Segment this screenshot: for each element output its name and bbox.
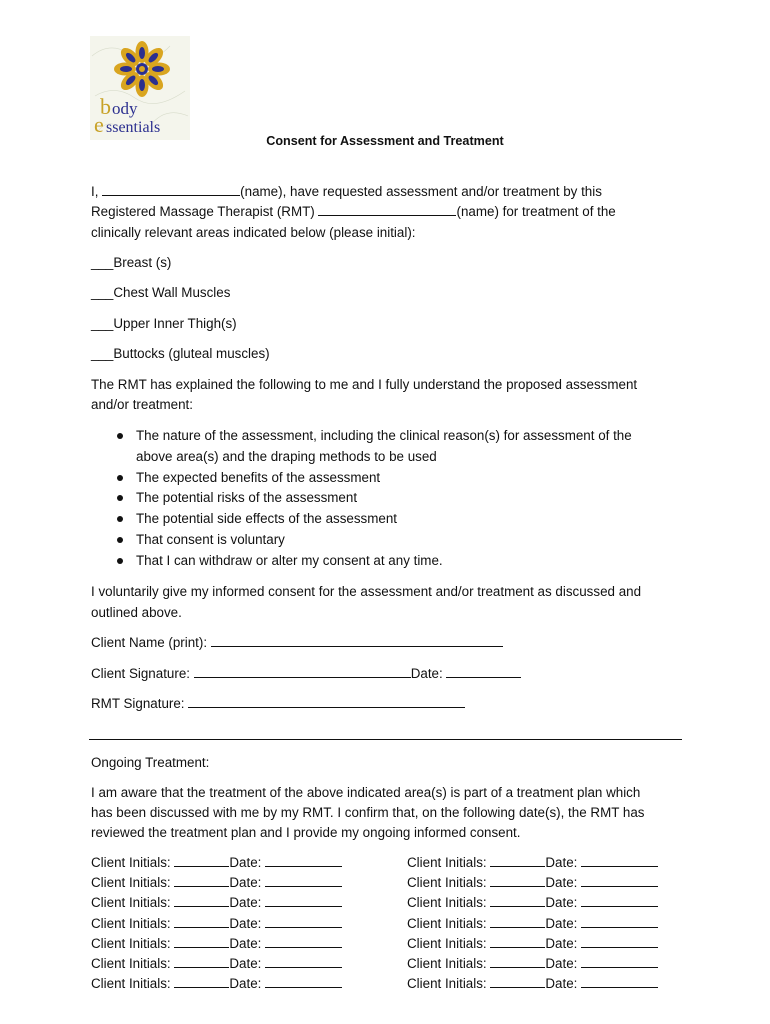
bullet-risks: The potential risks of the assessment xyxy=(117,488,632,509)
consent-line-1: I voluntarily give my informed consent for the assessment and/or treatment as discussed and xyxy=(91,584,642,599)
initials-row xyxy=(91,914,342,934)
client-name-label: Client Name (print): xyxy=(91,635,211,650)
initials-date-line[interactable] xyxy=(265,954,342,968)
initials-date-label: Date: xyxy=(545,875,582,891)
initials-label: Client Initials: xyxy=(91,955,175,971)
intro-line-2 xyxy=(91,202,616,223)
bullet-voluntary: That consent is voluntary xyxy=(117,530,632,551)
initials-date-label: Date: xyxy=(545,895,582,911)
initials-date-line[interactable] xyxy=(265,873,342,887)
initials-label: Client Initials: xyxy=(407,976,491,992)
initials-label: Client Initials: xyxy=(407,915,491,931)
ongoing-heading: Ongoing Treatment: xyxy=(91,755,210,770)
initials-date-line[interactable] xyxy=(265,853,342,867)
area-item-breast[interactable]: ___Breast (s) xyxy=(91,255,172,270)
bullet-benefits: The expected benefits of the assessment xyxy=(117,468,632,489)
initials-row xyxy=(407,974,658,994)
initials-row xyxy=(407,954,658,974)
initials-line[interactable] xyxy=(490,914,545,928)
bullet-nature-continued: above area(s) and the draping methods to be used xyxy=(136,448,437,464)
initials-row xyxy=(407,934,658,954)
initials-row xyxy=(407,914,658,934)
initials-date-line[interactable] xyxy=(581,873,658,887)
initials-date-label: Date: xyxy=(545,855,582,870)
initials-row xyxy=(407,893,658,913)
initials-date-label: Date: xyxy=(229,895,266,911)
logo-essentials-text: ssentials xyxy=(106,119,161,136)
initials-date-label: Date: xyxy=(229,875,266,891)
client-name-field xyxy=(91,633,503,654)
initials-label: Client Initials: xyxy=(91,855,175,870)
initials-line[interactable] xyxy=(490,934,545,948)
initials-row xyxy=(407,853,658,873)
initials-date-line[interactable] xyxy=(265,914,342,928)
body-essentials-logo xyxy=(90,36,190,140)
initials-label: Client Initials: xyxy=(407,875,491,891)
logo-body-text: ody xyxy=(112,99,138,118)
initials-label: Client Initials: xyxy=(407,935,491,951)
date-label: Date: xyxy=(410,666,447,681)
section-divider xyxy=(89,739,682,740)
logo-e-initial: e xyxy=(94,112,104,137)
initials-label: Client Initials: xyxy=(91,895,175,911)
initials-date-label: Date: xyxy=(545,935,582,951)
initials-line[interactable] xyxy=(174,954,229,968)
ongoing-line-2: has been discussed with me by my RMT. I confirm that, on the following date(s), the RMT has xyxy=(91,805,645,820)
initials-row xyxy=(91,974,342,994)
initials-label: Client Initials: xyxy=(91,976,175,992)
signature-date-line[interactable] xyxy=(446,664,521,678)
explained-bullet-list xyxy=(117,426,632,572)
bullet-side-effects: The potential side effects of the assessment xyxy=(117,509,632,530)
client-signature-line[interactable] xyxy=(194,664,411,678)
initials-date-line[interactable] xyxy=(581,853,658,867)
initials-label: Client Initials: xyxy=(407,955,491,971)
rmt-signature-field xyxy=(91,694,465,715)
initials-date-line[interactable] xyxy=(581,893,658,907)
initials-date-line[interactable] xyxy=(581,954,658,968)
intro-text: (name) for treatment of the xyxy=(456,204,616,219)
initials-date-line[interactable] xyxy=(581,914,658,928)
explained-line-1: The RMT has explained the following to me and I fully understand the proposed assessment xyxy=(91,377,638,392)
initials-line[interactable] xyxy=(490,853,545,867)
client-name-print-line[interactable] xyxy=(211,633,503,647)
initials-date-label: Date: xyxy=(229,855,266,870)
initials-row xyxy=(91,893,342,913)
initials-date-line[interactable] xyxy=(265,893,342,907)
initials-label: Client Initials: xyxy=(91,875,175,891)
initials-date-line[interactable] xyxy=(581,934,658,948)
intro-text: (name), have requested assessment and/or treatment by this xyxy=(240,184,602,199)
initials-date-line[interactable] xyxy=(265,974,342,988)
client-signature-label: Client Signature: xyxy=(91,666,194,681)
initials-date-label: Date: xyxy=(545,915,582,931)
bullet-withdraw: That I can withdraw or alter my consent at any time. xyxy=(117,551,632,572)
initials-line[interactable] xyxy=(174,853,229,867)
intro-line-3: clinically relevant areas indicated below (please initial): xyxy=(91,225,416,240)
initials-line[interactable] xyxy=(174,873,229,887)
document-title: Consent for Assessment and Treatment xyxy=(266,134,504,148)
rmt-name-blank[interactable] xyxy=(318,202,456,216)
initials-date-label: Date: xyxy=(545,976,582,992)
initials-date-line[interactable] xyxy=(265,934,342,948)
rmt-signature-label: RMT Signature: xyxy=(91,696,189,711)
initials-date-label: Date: xyxy=(229,915,266,931)
area-item-upper-inner-thigh[interactable]: ___Upper Inner Thigh(s) xyxy=(91,316,237,331)
initials-column-left xyxy=(91,853,342,994)
initials-date-label: Date: xyxy=(545,955,582,971)
initials-date-label: Date: xyxy=(229,935,266,951)
initials-column-right xyxy=(407,853,658,994)
explained-line-2: and/or treatment: xyxy=(91,397,193,412)
initials-row xyxy=(91,853,342,873)
ongoing-line-3: reviewed the treatment plan and I provide my ongoing informed consent. xyxy=(91,825,521,840)
ongoing-line-1: I am aware that the treatment of the above indicated area(s) is part of a treatment plan which xyxy=(91,785,641,800)
initials-row xyxy=(91,954,342,974)
initials-date-label: Date: xyxy=(229,976,266,992)
initials-date-line[interactable] xyxy=(581,974,658,988)
intro-line-1 xyxy=(91,182,602,203)
area-item-buttocks[interactable]: ___Buttocks (gluteal muscles) xyxy=(91,346,270,361)
initials-row xyxy=(91,934,342,954)
mandala-logo-graphic xyxy=(90,36,190,140)
initials-line[interactable] xyxy=(174,914,229,928)
initials-line[interactable] xyxy=(490,954,545,968)
bullet-nature: The nature of the assessment, including the clinical reason(s) for assessment of the xyxy=(117,426,632,447)
initials-date-label: Date: xyxy=(229,955,266,971)
mandala-flower-icon xyxy=(114,41,170,97)
rmt-signature-line[interactable] xyxy=(188,694,465,708)
initials-line[interactable] xyxy=(174,893,229,907)
initials-label: Client Initials: xyxy=(91,915,175,931)
initials-line[interactable] xyxy=(490,893,545,907)
initials-row xyxy=(91,873,342,893)
initials-line[interactable] xyxy=(174,934,229,948)
client-signature-field xyxy=(91,664,521,685)
initials-label: Client Initials: xyxy=(407,855,491,870)
logo-b-initial: b xyxy=(100,94,111,119)
initials-line[interactable] xyxy=(174,974,229,988)
initials-label: Client Initials: xyxy=(407,895,491,911)
client-name-blank[interactable] xyxy=(102,182,240,196)
initials-label: Client Initials: xyxy=(91,935,175,951)
initials-line[interactable] xyxy=(490,873,545,887)
initials-row xyxy=(407,873,658,893)
initials-line[interactable] xyxy=(490,974,545,988)
intro-text: Registered Massage Therapist (RMT) xyxy=(91,204,319,219)
consent-line-2: outlined above. xyxy=(91,605,182,620)
area-item-chest-wall[interactable]: ___Chest Wall Muscles xyxy=(91,285,231,300)
intro-text: I, xyxy=(91,184,103,199)
